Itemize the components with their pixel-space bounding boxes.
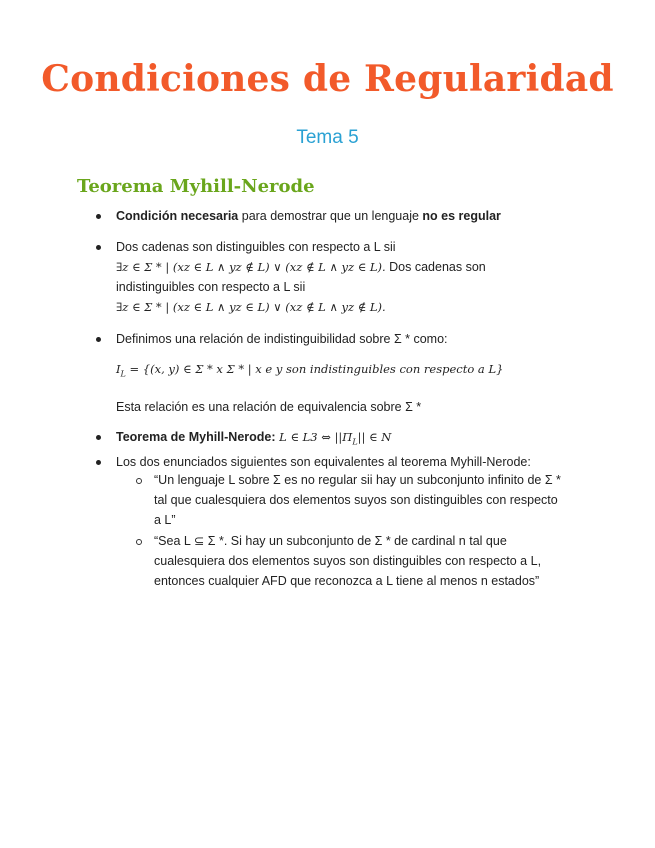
text-line: Dos cadenas son distinguibles con respecto a L sii: [116, 240, 396, 254]
text-line: cualesquiera dos elementos suyos son distinguibles con respecto a L,: [154, 554, 542, 568]
text: para demostrar que un lenguaje: [238, 209, 423, 223]
math-expression: || ∈ N: [357, 430, 392, 444]
bullet-indistinguishability: [116, 329, 576, 417]
math-subscript: L: [352, 437, 358, 447]
sub-bullet-circle: [136, 539, 142, 545]
text-line: indistinguibles con respecto a L sii: [116, 280, 306, 294]
text-line: Definimos una relación de indistinguibilidad sobre Σ * como:: [116, 332, 448, 346]
page-subtitle: Tema 5: [296, 127, 359, 148]
bold-text: Teorema de Myhill-Nerode:: [116, 430, 276, 444]
math-expression: = {(x, y) ∈ Σ * x Σ * | x e y son indistinguibles con respecto a L}: [125, 362, 504, 376]
bullet-dot: [96, 214, 101, 219]
bullet-dot: [96, 460, 101, 465]
bold-text: no es regular: [422, 209, 501, 223]
sub-item-statement-1: [154, 470, 576, 530]
bullet-necessary-condition: [116, 206, 576, 226]
math-expression: I: [116, 362, 121, 376]
bullet-theorem: [116, 427, 576, 453]
text-line: “Sea L ⊆ Σ *. Si hay un subconjunto de Σ * de cardinal n tal que: [154, 534, 507, 548]
section-heading: Teorema Myhill-Nerode: [77, 176, 315, 197]
text-line: Esta relación es una relación de equivalencia sobre Σ *: [116, 399, 422, 414]
bullet-dot: [96, 245, 101, 250]
page-title: Condiciones de Regularidad: [41, 58, 614, 100]
bullet-dot: [96, 435, 101, 440]
bullet-dot: [96, 337, 101, 342]
text-line: [116, 257, 576, 277]
text-line: a L”: [154, 513, 176, 527]
text: Dos cadenas son: [385, 260, 486, 274]
bullet-equivalent-statements: Los dos enunciados siguientes son equivalentes al teorema Myhill-Nerode:: [116, 455, 531, 469]
bullet-distinguishable: [116, 237, 576, 317]
sub-item-statement-2: [154, 531, 576, 591]
text-line: “Un lenguaje L sobre Σ es no regular sii hay un subconjunto infinito de Σ *: [154, 473, 561, 487]
math-expression: L ∈ L3 ⇔ ||Π: [275, 430, 353, 444]
bold-text: Condición necesaria: [116, 209, 239, 223]
text-line: [116, 297, 576, 317]
text-line: tal que cualesquiera dos elementos suyos son distinguibles con respecto: [154, 493, 558, 507]
formula-line: [116, 359, 576, 385]
math-expression: ∃z ∈ Σ * | (xz ∈ L ∧ yz ∉ L) ∨ (xz ∉ L ∧ yz ∈ L).: [116, 260, 386, 274]
math-subscript: L: [120, 369, 126, 379]
sub-bullet-circle: [136, 478, 142, 484]
text-line: entonces cualquier AFD que reconozca a L tiene al menos n estados”: [154, 574, 540, 588]
math-expression: ∃z ∈ Σ * | (xz ∈ L ∧ yz ∈ L) ∨ (xz ∉ L ∧ yz ∉ L).: [116, 300, 386, 314]
